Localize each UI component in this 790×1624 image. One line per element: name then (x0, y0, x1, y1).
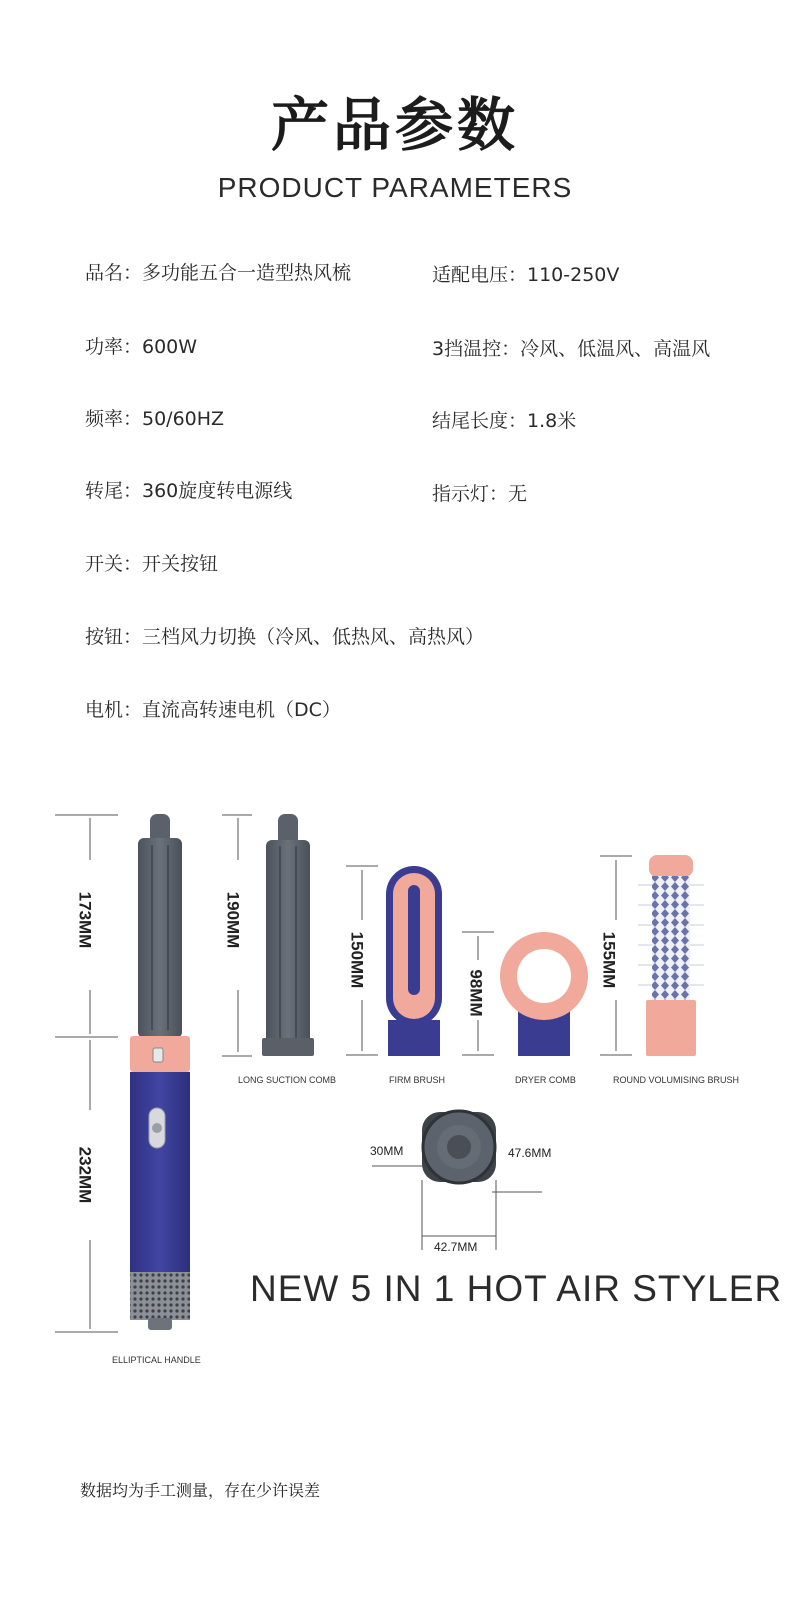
styler-handle (130, 814, 190, 1330)
param-switch: 开关：开关按钮 (85, 553, 219, 575)
param-motor: 电机：直流高转速电机（DC） (85, 699, 341, 721)
dim-handle-top: 173MM (75, 891, 95, 949)
product-headline: NEW 5 IN 1 HOT AIR STYLER (250, 1268, 783, 1309)
param-name: 品名：多功能五合一造型热风梳 (85, 262, 352, 284)
param-cord-length: 结尾长度：1.8米 (432, 410, 577, 432)
dim-round-brush: 155MM (599, 931, 619, 989)
base-bottom-view (372, 1111, 542, 1250)
param-indicator: 指示灯：无 (432, 483, 528, 505)
measurement-note: 数据均为手工测量，存在少许误差 (80, 1481, 321, 1500)
caption-dryer-comb: DRYER COMB (515, 1075, 576, 1085)
dim-dryer-comb: 98MM (466, 969, 486, 1017)
dim-base-width: 42.7MM (434, 1240, 478, 1254)
caption-firm-brush: FIRM BRUSH (389, 1075, 445, 1085)
dim-firm-brush: 150MM (347, 931, 367, 989)
page-title-cn: 产品参数 (270, 91, 519, 159)
param-voltage: 适配电压：110-250V (432, 264, 620, 286)
dim-base-left: 30MM (370, 1144, 404, 1158)
caption-elliptical-handle: ELLIPTICAL HANDLE (112, 1355, 201, 1365)
param-frequency: 频率：50/60HZ (85, 408, 225, 430)
param-power: 功率：600W (85, 336, 198, 358)
dim-handle-body: 232MM (75, 1146, 95, 1204)
caption-long-suction-comb: LONG SUCTION COMB (238, 1075, 337, 1085)
dim-long-comb: 190MM (223, 891, 243, 949)
dim-base-right: 47.6MM (508, 1146, 552, 1160)
param-buttons: 按钮：三档风力切换（冷风、低热风、高热风） (85, 626, 485, 648)
page-title-en: PRODUCT PARAMETERS (217, 172, 573, 203)
param-swivel: 转尾：360旋度转电源线 (85, 480, 293, 502)
caption-round-volumising-brush: ROUND VOLUMISING BRUSH (613, 1075, 740, 1085)
param-temp-control: 3挡温控：冷风、低温风、高温风 (432, 338, 711, 360)
